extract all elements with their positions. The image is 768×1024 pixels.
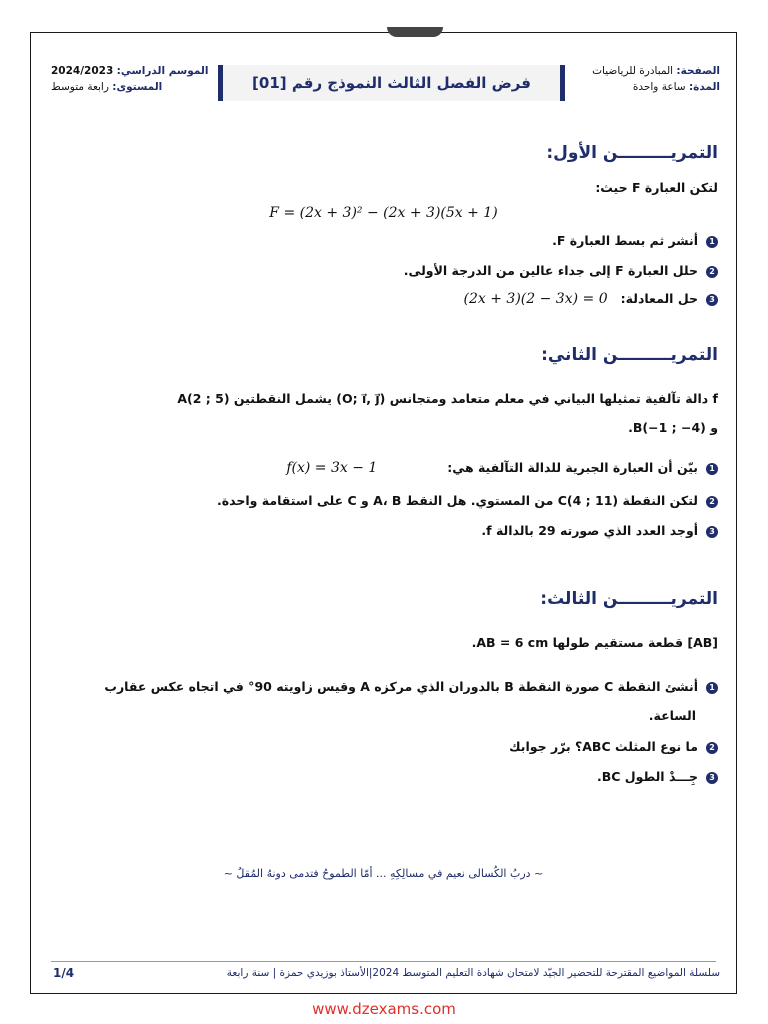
exercise-2-q2-text: لتكن النقطة C(4 ; 11) من المستوي. هل النقط A، B و C على استقامة واحدة. bbox=[217, 493, 698, 508]
page-frame bbox=[30, 32, 737, 994]
footer-text: سلسلة المواضيع المقترحة للتحضير الجيّد لامتحان شهادة التعليم المتوسط 2024|الأستاذ بوزيدي حمزة | سنة رابعة bbox=[226, 967, 720, 979]
exercise-1-q1-text: أنشر ثم بسط العبارة F. bbox=[552, 233, 698, 248]
exercise-2-q3 bbox=[49, 521, 718, 541]
bullet-1: 1 bbox=[706, 236, 718, 248]
exercise-3-q1-cont: الساعة. bbox=[648, 708, 696, 723]
exercise-2-q3-text: أوجد العدد الذي صورته 29 بالدالة f. bbox=[481, 523, 698, 538]
exercise-3-q3 bbox=[49, 767, 718, 787]
exercise-1-intro: لتكن العبارة F حيث: bbox=[595, 180, 718, 195]
bullet-2: 2 bbox=[706, 742, 718, 754]
header bbox=[31, 63, 736, 105]
page-title: فرض الفصل الثالث النموذج رقم [01] bbox=[252, 74, 531, 92]
exercise-2-q1-text: بيّن أن العبارة الجبرية للدالة التآلفية هي: bbox=[447, 460, 698, 475]
exercise-2-q1-eq: f(x) = 3x − 1 bbox=[286, 460, 378, 476]
exercise-3-q2 bbox=[49, 737, 718, 757]
exercise-1-q3-text: حل المعادلة: bbox=[620, 291, 698, 306]
header-left-info bbox=[51, 63, 208, 95]
duration-label: المدة: bbox=[688, 81, 720, 93]
exercise-2-q2 bbox=[49, 491, 718, 511]
duration-value: ساعة واحدة bbox=[632, 81, 686, 93]
exercise-2-intro-2: و B(−1 ; −4). bbox=[628, 420, 718, 435]
exercise-1-q3-eq: (2x + 3)(2 − 3x) = 0 bbox=[463, 291, 608, 307]
exercise-3-intro: [AB] قطعة مستقيم طولها AB = 6 cm. bbox=[471, 635, 718, 650]
header-right-info bbox=[592, 63, 720, 95]
exercise-1-q2 bbox=[49, 261, 718, 281]
season-value: 2024/2023 bbox=[51, 65, 114, 77]
exercise-1-q1 bbox=[49, 231, 718, 251]
bullet-3: 3 bbox=[706, 772, 718, 784]
bullet-3: 3 bbox=[706, 294, 718, 306]
bullet-1: 1 bbox=[706, 463, 718, 475]
exercise-1-q3 bbox=[49, 289, 718, 309]
exercise-2-title: التمريـــــــــن الثاني: bbox=[541, 345, 718, 365]
bullet-2: 2 bbox=[706, 266, 718, 278]
watermark-link[interactable]: www.dzexams.com bbox=[312, 1000, 456, 1018]
exercise-3-q1 bbox=[49, 677, 718, 697]
season-label: الموسم الدراسي: bbox=[116, 65, 209, 77]
title-box bbox=[218, 65, 565, 101]
exercise-1-equation: F = (2x + 3)² − (2x + 3)(5x + 1) bbox=[269, 205, 498, 221]
level-label: المستوى: bbox=[112, 81, 163, 93]
page-number: 1/4 bbox=[53, 966, 75, 980]
exercise-2-q1 bbox=[49, 458, 718, 478]
exercise-3-q1-text: أنشئ النقطة C صورة النقطة B بالدوران الذي مركزه A وقيس زاويته 90° في اتجاه عكس عقارب bbox=[104, 679, 698, 694]
exercise-2-intro-1: f دالة تآلفية تمثيلها البياني في معلم متعامد ومتجانس (O; i⃗, j⃗) يشمل النقطتين A(2 ; 5) bbox=[177, 391, 718, 406]
exercise-1-title: التمريـــــــــن الأول: bbox=[546, 143, 718, 163]
bullet-3: 3 bbox=[706, 526, 718, 538]
bullet-1: 1 bbox=[706, 682, 718, 694]
page-value: المبادرة للرياضيات bbox=[592, 65, 674, 77]
exercise-1-q2-text: حلل العبارة F إلى جداء عالين من الدرجة الأولى. bbox=[403, 263, 698, 278]
level-value: رابعة متوسط bbox=[51, 81, 109, 93]
exercise-3-title: التمريـــــــــن الثالث: bbox=[540, 589, 718, 609]
footer-rule bbox=[51, 961, 716, 962]
exercise-3-q2-text: ما نوع المثلث ABC؟ برّر جوابك bbox=[509, 739, 698, 754]
top-tab-mark bbox=[387, 27, 443, 37]
page-label: الصفحة: bbox=[676, 65, 720, 77]
bullet-2: 2 bbox=[706, 496, 718, 508]
exercise-3-q3-text: جِـــدْ الطول BC. bbox=[596, 769, 698, 784]
closing-quote: ~ دربُ الكُسالى نعيم في مسالِكِهِ ... أمّا الطموحُ فتدمى دونهُ المُقلُ ~ bbox=[223, 867, 544, 880]
